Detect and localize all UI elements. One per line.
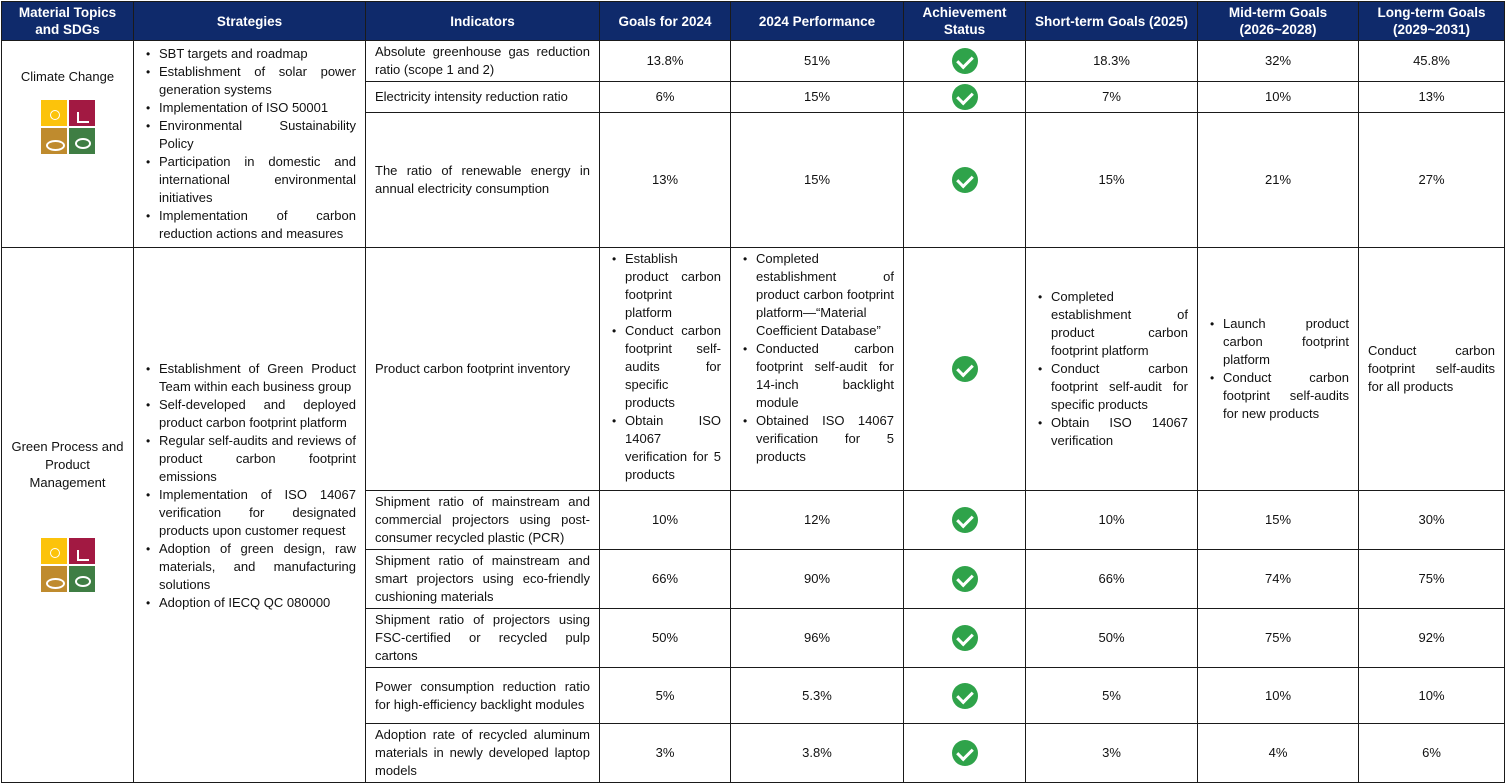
list-item: • Conduct carbon footprint self-audits for new products — [1210, 369, 1349, 423]
short-term-cell: 10% — [1026, 491, 1198, 550]
short-term-cell: 3% — [1026, 724, 1198, 783]
mid-term-cell: 4% — [1198, 724, 1359, 783]
indicator-cell: Adoption rate of recycled aluminum materials in newly developed laptop models — [366, 724, 600, 783]
checkmark-icon — [952, 740, 978, 766]
list-item: • Obtain ISO 14067 verification for 5 products — [612, 412, 721, 484]
table-row — [2, 248, 1505, 491]
strategy-item: • Adoption of IECQ QC 080000 — [146, 594, 356, 612]
strategy-item: • Regular self-audits and reviews of product carbon footprint emissions — [146, 432, 356, 486]
short-term-cell — [1026, 248, 1198, 491]
indicator-cell: Shipment ratio of projectors using FSC-certified or recycled pulp cartons — [366, 609, 600, 668]
performance-2024-cell: 3.8% — [731, 724, 904, 783]
short-term-cell: 50% — [1026, 609, 1198, 668]
mid-term-cell: 15% — [1198, 491, 1359, 550]
long-term-cell: 45.8% — [1359, 41, 1505, 82]
strategy-list — [146, 45, 356, 243]
strategy-item: • Participation in domestic and international environmental initiatives — [146, 153, 356, 207]
strategy-item: • Implementation of ISO 14067 verification for designated products upon customer request — [146, 486, 356, 540]
mid-term-cell: 32% — [1198, 41, 1359, 82]
header-mid-term-goals: Mid-term Goals (2026~2028) — [1198, 2, 1359, 41]
mid-term-cell: 75% — [1198, 609, 1359, 668]
strategy-list — [146, 360, 356, 612]
list-item: • Conducted carbon footprint self-audit for 14-inch backlight module — [743, 340, 894, 412]
sdg-12-responsible-consumption-icon — [41, 128, 67, 154]
performance-2024-cell: 96% — [731, 609, 904, 668]
header-row — [2, 2, 1505, 41]
sdg-icons — [41, 538, 95, 592]
mid-term-cell: 21% — [1198, 113, 1359, 248]
achievement-cell — [904, 724, 1026, 783]
sdg-12-responsible-consumption-icon — [41, 566, 67, 592]
goal-2024-cell: 13% — [600, 113, 731, 248]
long-term-cell: 75% — [1359, 550, 1505, 609]
list-item: • Establish product carbon footprint platform — [612, 250, 721, 322]
long-term-cell: 30% — [1359, 491, 1505, 550]
performance-2024-cell: 5.3% — [731, 668, 904, 724]
sdg-7-affordable-clean-energy-icon — [41, 100, 67, 126]
goal-2024-cell: 6% — [600, 82, 731, 113]
strategies-cell-climate — [134, 41, 366, 248]
list-item: • Obtain ISO 14067 verification — [1038, 414, 1188, 450]
performance-2024-cell: 15% — [731, 82, 904, 113]
checkmark-icon — [952, 507, 978, 533]
long-term-cell: 6% — [1359, 724, 1505, 783]
performance-2024-cell — [731, 248, 904, 491]
checkmark-icon — [952, 84, 978, 110]
sdg-13-climate-action-icon — [69, 128, 95, 154]
mid-term-cell — [1198, 248, 1359, 491]
strategy-item: • Adoption of green design, raw materials, and manufacturing solutions — [146, 540, 356, 594]
indicator-cell: Shipment ratio of mainstream and smart projectors using eco-friendly cushioning materials — [366, 550, 600, 609]
indicator-cell: Electricity intensity reduction ratio — [366, 82, 600, 113]
achievement-cell — [904, 550, 1026, 609]
goal-2024-cell: 5% — [600, 668, 731, 724]
goal-2024-list — [612, 250, 721, 484]
table-row — [2, 41, 1505, 82]
header-achievement-status: Achievement Status — [904, 2, 1026, 41]
achievement-cell — [904, 491, 1026, 550]
goal-2024-cell: 13.8% — [600, 41, 731, 82]
mid-term-cell: 74% — [1198, 550, 1359, 609]
long-term-cell: 27% — [1359, 113, 1505, 248]
header-short-term-goals: Short-term Goals (2025) — [1026, 2, 1198, 41]
checkmark-icon — [952, 48, 978, 74]
goal-2024-cell — [600, 248, 731, 491]
short-term-list — [1038, 288, 1188, 450]
header-long-term-goals: Long-term Goals (2029~2031) — [1359, 2, 1505, 41]
mid-term-list — [1210, 315, 1349, 423]
strategy-item: • Implementation of carbon reduction actions and measures — [146, 207, 356, 243]
topic-cell-climate — [2, 41, 134, 248]
strategy-item: • Establishment of Green Product Team within each business group — [146, 360, 356, 396]
achievement-cell — [904, 41, 1026, 82]
indicator-cell: Absolute greenhouse gas reduction ratio (scope 1 and 2) — [366, 41, 600, 82]
checkmark-icon — [952, 625, 978, 651]
sdg-8-decent-work-icon — [69, 100, 95, 126]
header-strategies: Strategies — [134, 2, 366, 41]
long-term-cell: 13% — [1359, 82, 1505, 113]
achievement-cell — [904, 248, 1026, 491]
strategy-item: • Establishment of solar power generation systems — [146, 63, 356, 99]
sdg-icons — [41, 100, 95, 154]
checkmark-icon — [952, 683, 978, 709]
goal-2024-cell: 10% — [600, 491, 731, 550]
achievement-cell — [904, 113, 1026, 248]
indicator-cell: Power consumption reduction ratio for high-efficiency backlight modules — [366, 668, 600, 724]
list-item: • Conduct carbon footprint self-audits for specific products — [612, 322, 721, 412]
sustainability-goals-table — [1, 1, 1505, 783]
checkmark-icon — [952, 356, 978, 382]
header-topics: Material Topics and SDGs — [2, 2, 134, 41]
performance-2024-cell: 51% — [731, 41, 904, 82]
performance-2024-list — [743, 250, 894, 466]
topic-cell-green — [2, 248, 134, 783]
goal-2024-cell: 3% — [600, 724, 731, 783]
achievement-cell — [904, 668, 1026, 724]
sdg-7-affordable-clean-energy-icon — [41, 538, 67, 564]
header-performance-2024: 2024 Performance — [731, 2, 904, 41]
performance-2024-cell: 12% — [731, 491, 904, 550]
strategy-item: • Self-developed and deployed product carbon footprint platform — [146, 396, 356, 432]
short-term-cell: 18.3% — [1026, 41, 1198, 82]
checkmark-icon — [952, 167, 978, 193]
list-item: • Obtained ISO 14067 verification for 5 products — [743, 412, 894, 466]
indicator-cell: Shipment ratio of mainstream and commercial projectors using post-consumer recycled plastic (PCR) — [366, 491, 600, 550]
long-term-cell: 10% — [1359, 668, 1505, 724]
list-item: • Completed establishment of product carbon footprint platform—“Material Coefficient Database” — [743, 250, 894, 340]
list-item: • Completed establishment of product carbon footprint platform — [1038, 288, 1188, 360]
header-indicators: Indicators — [366, 2, 600, 41]
checkmark-icon — [952, 566, 978, 592]
achievement-cell — [904, 82, 1026, 113]
mid-term-cell: 10% — [1198, 82, 1359, 113]
sdg-13-climate-action-icon — [69, 566, 95, 592]
topic-label: Green Process and Product Management — [11, 439, 124, 490]
strategy-item: • Environmental Sustainability Policy — [146, 117, 356, 153]
performance-2024-cell: 15% — [731, 113, 904, 248]
performance-2024-cell: 90% — [731, 550, 904, 609]
strategy-item: • Implementation of ISO 50001 — [146, 99, 356, 117]
short-term-cell: 7% — [1026, 82, 1198, 113]
goal-2024-cell: 50% — [600, 609, 731, 668]
long-term-cell: Conduct carbon footprint self-audits for all products — [1359, 248, 1505, 491]
header-goals-2024: Goals for 2024 — [600, 2, 731, 41]
strategy-item: • SBT targets and roadmap — [146, 45, 356, 63]
goal-2024-cell: 66% — [600, 550, 731, 609]
long-term-cell: 92% — [1359, 609, 1505, 668]
short-term-cell: 5% — [1026, 668, 1198, 724]
short-term-cell: 66% — [1026, 550, 1198, 609]
achievement-cell — [904, 609, 1026, 668]
strategies-cell-green — [134, 248, 366, 783]
indicator-cell: The ratio of renewable energy in annual electricity consumption — [366, 113, 600, 248]
indicator-cell: Product carbon footprint inventory — [366, 248, 600, 491]
topic-label: Climate Change — [20, 69, 115, 84]
list-item: • Launch product carbon footprint platform — [1210, 315, 1349, 369]
sdg-8-decent-work-icon — [69, 538, 95, 564]
list-item: • Conduct carbon footprint self-audit for specific products — [1038, 360, 1188, 414]
mid-term-cell: 10% — [1198, 668, 1359, 724]
short-term-cell: 15% — [1026, 113, 1198, 248]
